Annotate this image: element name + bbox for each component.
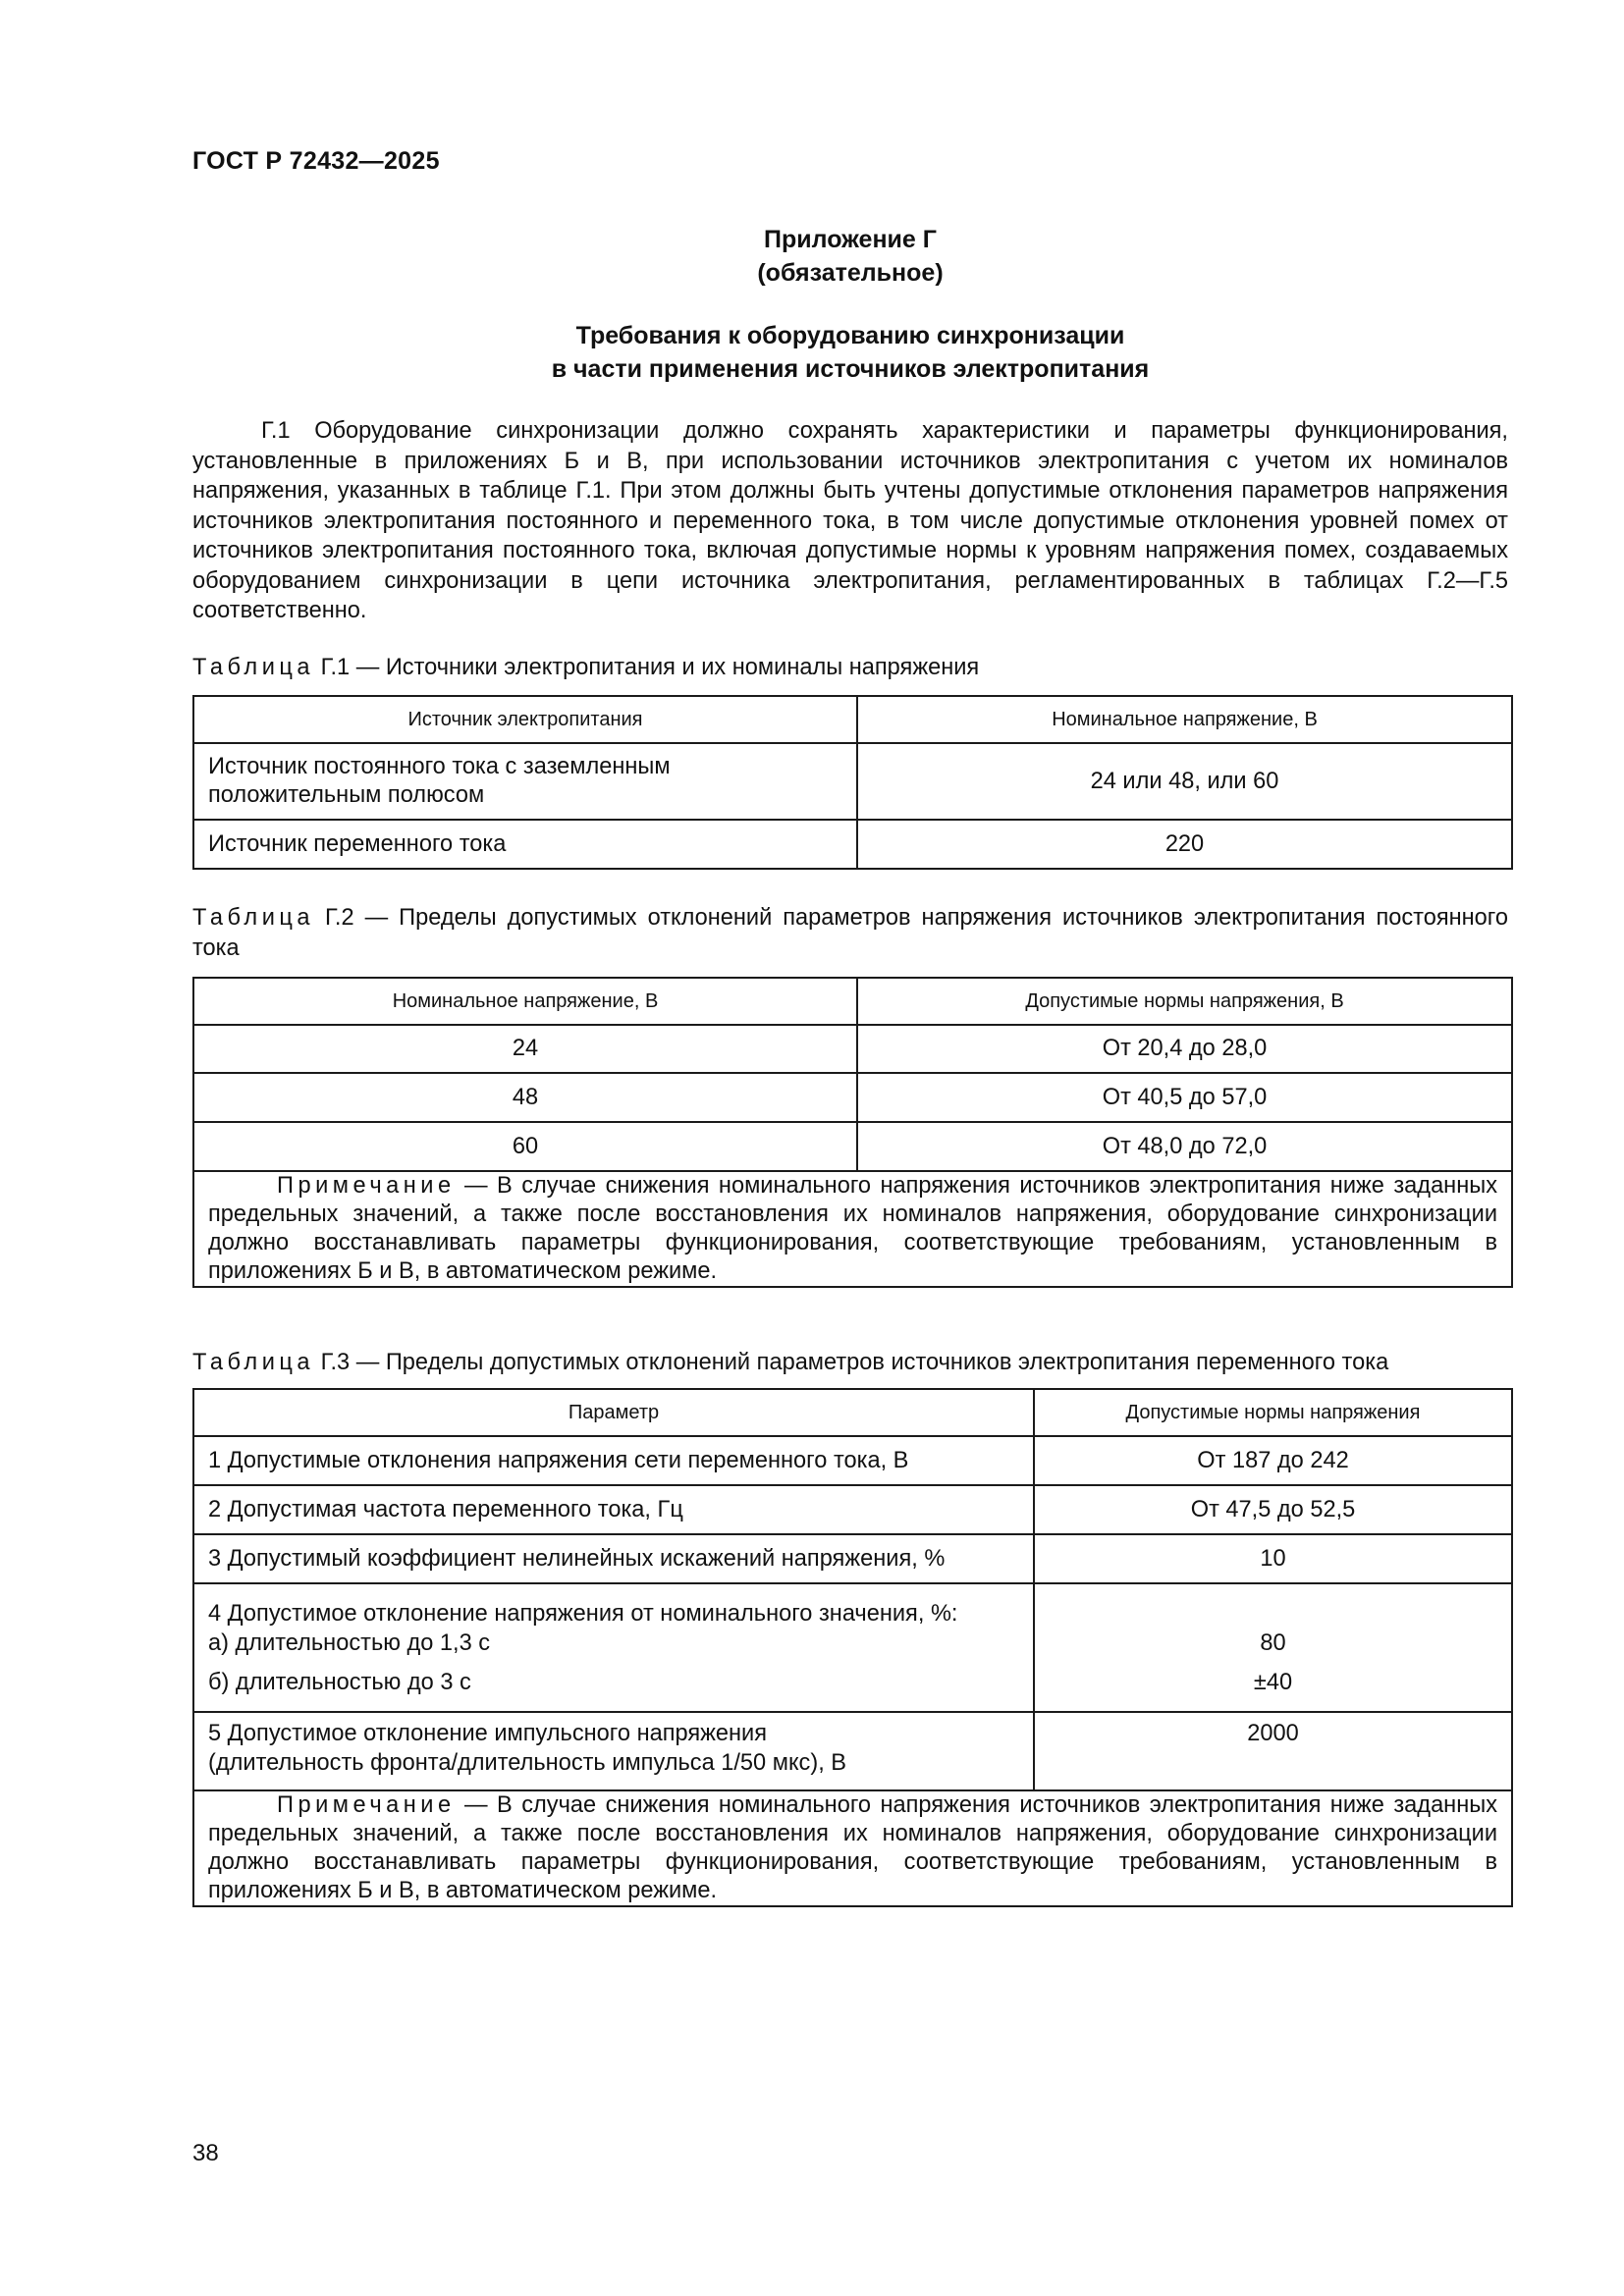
table3-note [193, 1790, 1512, 1906]
table1-caption-text: Г.1 — Источники электропитания и их номиналы напряжения [314, 655, 980, 680]
table-row [193, 1485, 1512, 1534]
row5-line1: 5 Допустимое отклонение импульсного напряжения [208, 1721, 768, 1746]
table2-caption [192, 903, 1508, 963]
table3-caption [192, 1348, 1508, 1378]
table-row [193, 820, 1512, 869]
table-row [193, 1712, 1512, 1790]
appendix-title: Приложение Г [764, 226, 937, 253]
table-cell: От 40,5 до 57,0 [857, 1073, 1512, 1122]
table-cell: От 47,5 до 52,5 [1034, 1485, 1512, 1534]
row4-value-b: ±40 [1253, 1669, 1293, 1695]
row4-value-a: 80 [1260, 1629, 1286, 1656]
row5-line2: (длительность фронта/длительность импульса 1/50 мкс), В [208, 1750, 847, 1776]
note-text: — В случае снижения номинального напряжения источников электропитания ниже заданных предельных значений, а также после восстановления их номиналов напряжения, оборудование синхронизации должно восстанавливать параметры функционирования, соответствующие требованиям, установленным в приложениях Б и В, в автоматическом режиме. [208, 1792, 1497, 1903]
table1-header-voltage: Номинальное напряжение, В [857, 696, 1512, 743]
table1 [192, 695, 1513, 870]
appendix-heading-line2: в части применения источников электропитания [551, 355, 1150, 383]
table2-header-nominal: Номинальное напряжение, В [193, 978, 857, 1025]
table-cell [193, 1712, 1034, 1790]
table-header-row [193, 696, 1512, 743]
intro-paragraph: Г.1 Оборудование синхронизации должно сохранять характеристики и параметры функционирования, установленные в приложениях Б и В, при использовании источников электропитания с учетом их номиналов напряжения, указанных в таблице Г.1. При этом должны быть учтены допустимые отклонения параметров напряжения источников электропитания постоянного и переменного тока, в том числе допустимые отклонения уровней помех от источников электропитания постоянного тока, включая допустимые нормы к уровням напряжения помех, создаваемых оборудованием синхронизации в цепи источника электропитания, регламентированных в таблицах Г.2—Г.5 соответственно. [192, 418, 1508, 623]
table-cell: 60 [193, 1122, 857, 1171]
table2-caption-text: Г.2 — Пределы допустимых отклонений параметров напряжения источников электропитания постоянного тока [192, 905, 1508, 961]
appendix-title-block [192, 223, 1508, 290]
table3 [192, 1388, 1513, 1907]
table-cell: Источник постоянного тока с заземленным положительным полюсом [193, 743, 857, 820]
page-number: 38 [192, 2140, 219, 2166]
table3-caption-word: Таблица [192, 1350, 315, 1375]
table-cell: Источник переменного тока [193, 820, 857, 869]
note-word: Примечание [277, 1173, 456, 1199]
table-cell: От 20,4 до 28,0 [857, 1025, 1512, 1073]
table-row [193, 1122, 1512, 1171]
table-row [193, 1534, 1512, 1583]
table3-header-norms: Допустимые нормы напряжения [1034, 1389, 1512, 1436]
table-cell: 24 [193, 1025, 857, 1073]
table-cell [193, 1583, 1034, 1712]
table-cell: 24 или 48, или 60 [857, 743, 1512, 820]
table2-caption-word: Таблица [192, 905, 315, 931]
document-code: ГОСТ Р 72432—2025 [192, 147, 440, 175]
row4-line3: б) длительностью до 3 с [208, 1669, 471, 1695]
note-text: — В случае снижения номинального напряжения источников электропитания ниже заданных предельных значений, а также после восстановления их номиналов напряжения, оборудование синхронизации должно восстанавливать параметры функционирования, соответствующие требованиям, установленным в приложениях Б и В, в автоматическом режиме. [208, 1173, 1497, 1284]
table-row [193, 1583, 1512, 1712]
table-row [193, 1436, 1512, 1485]
table1-caption [192, 653, 1508, 683]
table-cell: От 48,0 до 72,0 [857, 1122, 1512, 1171]
table-row [193, 1025, 1512, 1073]
table-row [193, 1073, 1512, 1122]
table2-header-norms: Допустимые нормы напряжения, В [857, 978, 1512, 1025]
table3-header-parameter: Параметр [193, 1389, 1034, 1436]
table-cell: 10 [1034, 1534, 1512, 1583]
appendix-heading [192, 319, 1508, 386]
table1-caption-word: Таблица [192, 655, 315, 680]
table-cell: 2000 [1034, 1712, 1512, 1790]
table-cell: От 187 до 242 [1034, 1436, 1512, 1485]
row4-line1: 4 Допустимое отклонение напряжения от номинального значения, %: [208, 1600, 958, 1627]
table-header-row [193, 1389, 1512, 1436]
table-cell: 220 [857, 820, 1512, 869]
row4-line2: а) длительностью до 1,3 с [208, 1629, 491, 1656]
table-header-row [193, 978, 1512, 1025]
table2-note [193, 1171, 1512, 1287]
table-note-row [193, 1790, 1512, 1906]
table2 [192, 977, 1513, 1288]
table-note-row [193, 1171, 1512, 1287]
table-row [193, 743, 1512, 820]
table-cell: 3 Допустимый коэффициент нелинейных искажений напряжения, % [193, 1534, 1034, 1583]
table1-header-source: Источник электропитания [193, 696, 857, 743]
appendix-heading-line1: Требования к оборудованию синхронизации [575, 322, 1125, 349]
table-cell: 2 Допустимая частота переменного тока, Гц [193, 1485, 1034, 1534]
table3-caption-text: Г.3 — Пределы допустимых отклонений параметров источников электропитания переменного тока [314, 1350, 1389, 1375]
table-cell [1034, 1583, 1512, 1712]
appendix-status: (обязательное) [757, 259, 944, 287]
table-cell: 48 [193, 1073, 857, 1122]
note-word: Примечание [277, 1792, 456, 1818]
table-cell: 1 Допустимые отклонения напряжения сети переменного тока, В [193, 1436, 1034, 1485]
